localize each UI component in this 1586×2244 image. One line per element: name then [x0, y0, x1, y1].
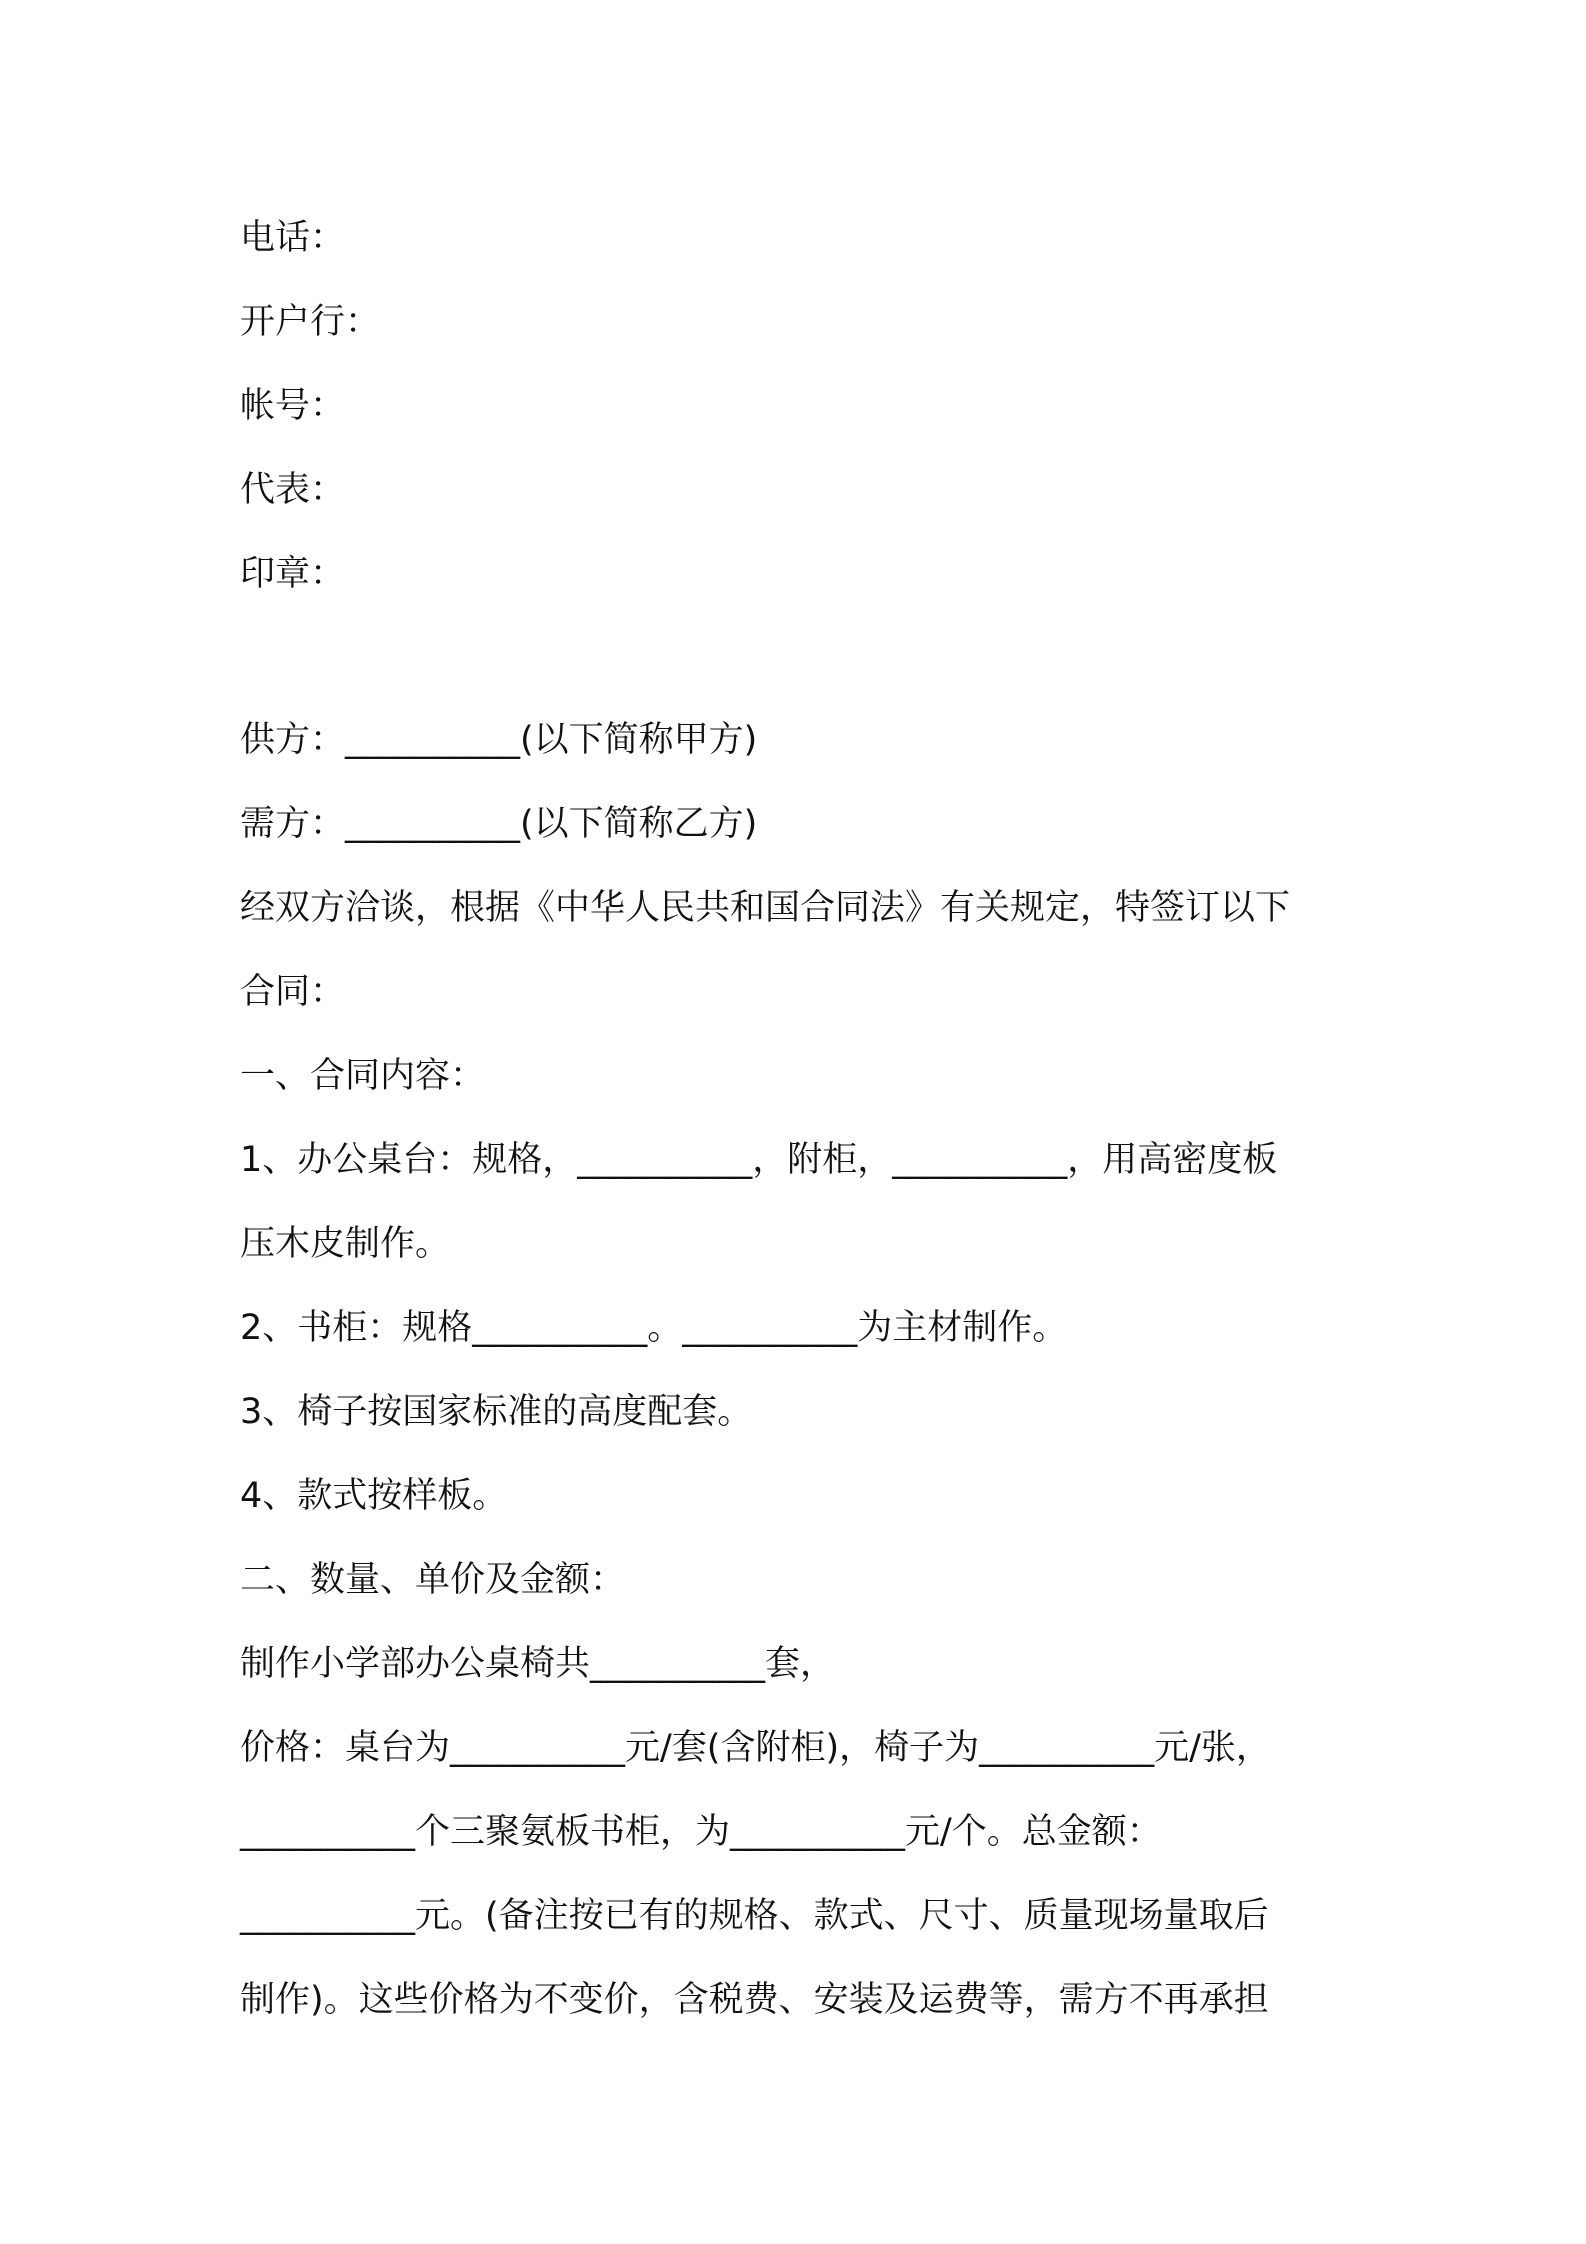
- item-1-line-1: 1、办公桌台：规格，__________，附柜，__________，用高密度板: [240, 1140, 1278, 1180]
- seal-field: 印章：: [240, 554, 346, 594]
- buyer-line: 需方：__________(以下简称乙方): [240, 804, 758, 844]
- item-2: 2、书柜：规格__________。__________为主材制作。: [240, 1308, 1068, 1348]
- phone-field: 电话：: [240, 218, 346, 258]
- section-gap: [240, 616, 1360, 698]
- price-line-4: 制作)。这些价格为不变价，含税费、安装及运费等，需方不再承担: [240, 1980, 1269, 2020]
- price-line-1: 价格：桌台为__________元/套(含附柜)，椅子为__________元/张，: [240, 1728, 1271, 1768]
- account-field: 帐号：: [240, 386, 346, 426]
- bank-field: 开户行：: [240, 302, 381, 342]
- price-line-3: __________元。(备注按已有的规格、款式、尺寸、质量现场量取后: [240, 1896, 1269, 1936]
- section-1-title: 一、合同内容：: [240, 1056, 486, 1096]
- price-line-2: __________个三聚氨板书柜，为__________元/个。总金额：: [240, 1812, 1162, 1852]
- supplier-line: 供方：__________(以下简称甲方): [240, 720, 758, 760]
- intro-line-1: 经双方洽谈，根据《中华人民共和国合同法》有关规定，特签订以下: [240, 888, 1291, 928]
- intro-line-2: 合同：: [240, 972, 346, 1012]
- representative-field: 代表：: [240, 470, 346, 510]
- section-2-title: 二、数量、单价及金额：: [240, 1560, 626, 1600]
- quantity-line: 制作小学部办公桌椅共__________套，: [240, 1644, 836, 1684]
- item-1-line-2: 压木皮制作。: [240, 1224, 451, 1264]
- document-body: [240, 196, 1360, 2042]
- item-3: 3、椅子按国家标准的高度配套。: [240, 1392, 753, 1432]
- item-4: 4、款式按样板。: [240, 1476, 508, 1516]
